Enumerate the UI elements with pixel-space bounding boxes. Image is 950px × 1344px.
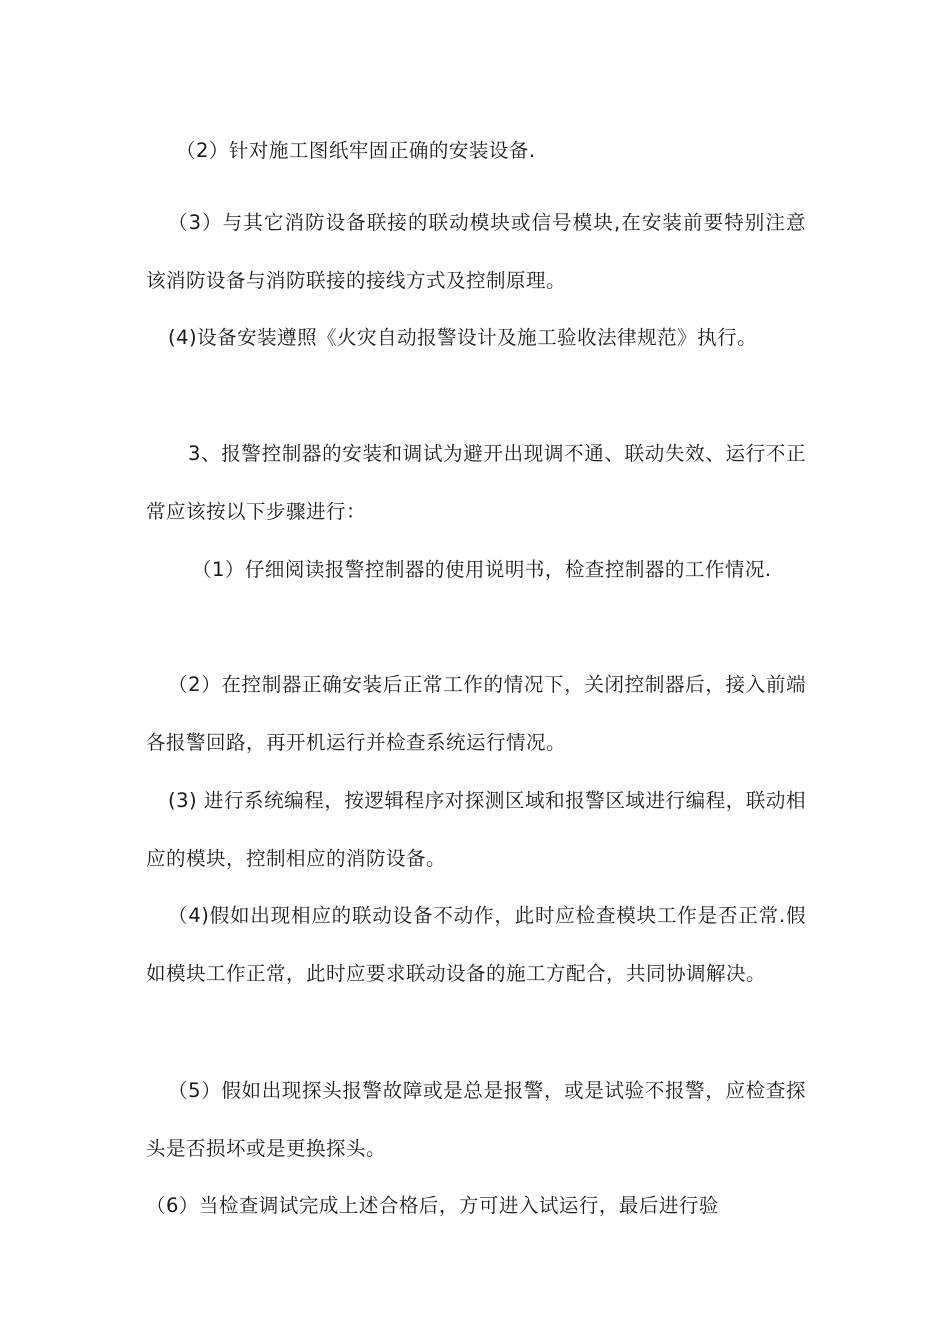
- paragraph-3-linkage-module: （3）与其它消防设备联接的联动模块或信号模块,在安装前要特别注意该消防设备与消防联接的接线方式及控制原理。: [146, 211, 806, 292]
- paragraph-section-3-controller: 3、报警控制器的安装和调试为避开出现调不通、联动失效、运行不正常应该按以下步骤进行：: [146, 442, 806, 523]
- paragraph-4-linkage-failure: （4)假如出现相应的联动设备不动作，此时应检查模块工作是否正常.假如模块工作正常，此时应要求联动设备的施工方配合，共同协调解决。: [146, 904, 806, 985]
- paragraph-2-connect-loops: （2）在控制器正确安装后正常工作的情况下，关闭控制器后，接入前端各报警回路，再开机运行并检查系统运行情况。: [146, 673, 806, 754]
- paragraph-4-installation-standard: (4)设备安装遵照《火灾自动报警设计及施工验收法律规范》执行。: [168, 326, 758, 349]
- paragraph-1-read-manual: （1）仔细阅读报警控制器的使用说明书，检查控制器的工作情况.: [192, 558, 772, 581]
- paragraph-3-system-programming: (3) 进行系统编程，按逻辑程序对探测区域和报警区域进行编程，联动相应的模块，控制相应的消防设备。: [146, 789, 806, 870]
- paragraph-6-trial-run: （6）当检查调试完成上述合格后，方可进入试运行，最后进行验: [146, 1194, 719, 1217]
- paragraph-5-detector-fault: （5）假如出现探头报警故障或是总是报警，或是试验不报警，应检查探头是否损坏或是更换探头。: [146, 1079, 806, 1160]
- paragraph-2-install-per-drawings: （2）针对施工图纸牢固正确的安装设备.: [176, 139, 536, 162]
